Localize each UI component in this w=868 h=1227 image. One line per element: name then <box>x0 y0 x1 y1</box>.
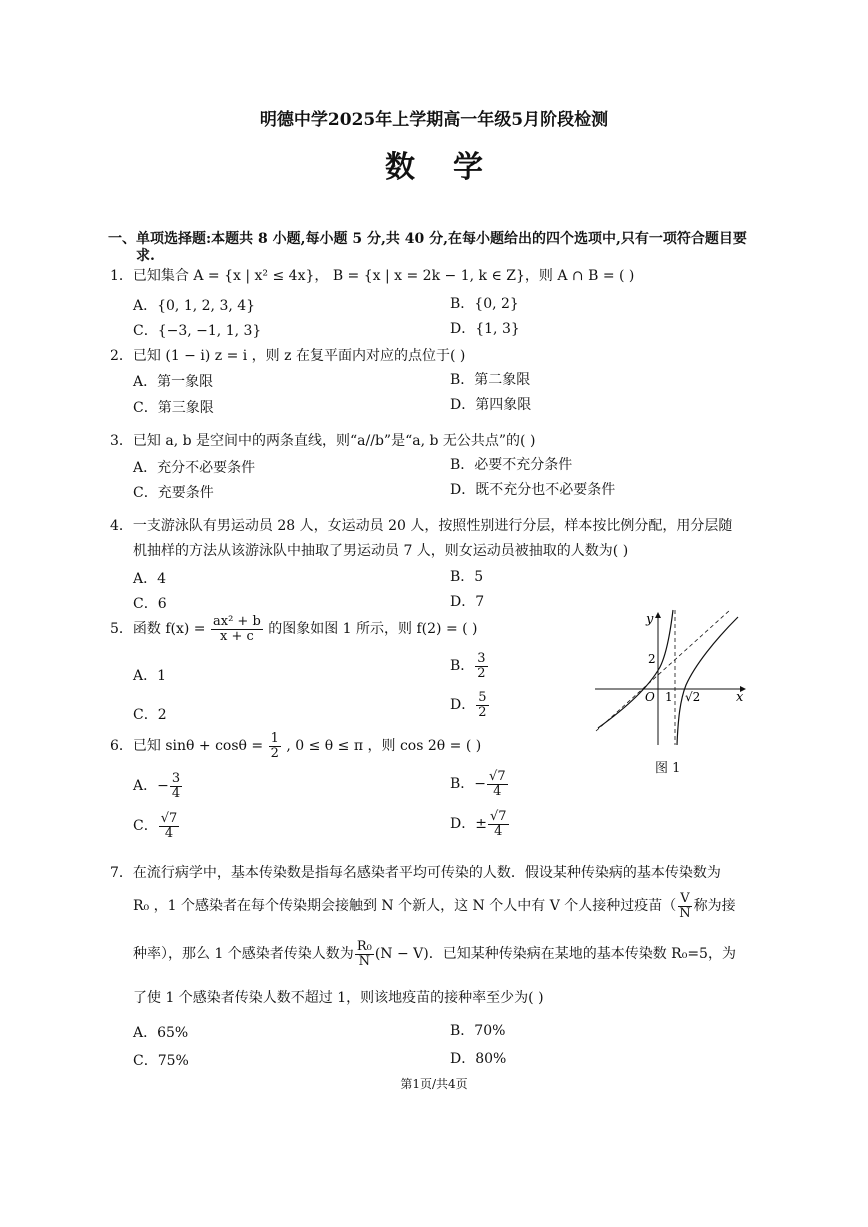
question-4-option-a: A．4 <box>133 571 167 587</box>
question-4-line-2: 机抽样的方法从该游泳队中抽取了男运动员 7 人，则女运动员被抽取的人数为( ) <box>133 543 629 559</box>
tick-one-label: 1 <box>665 690 673 704</box>
origin-label: O <box>645 690 655 704</box>
question-5-fraction <box>211 615 263 643</box>
question-5-frac-num: ax² + b <box>213 614 261 629</box>
question-6-option-d: D．± $\frac{√7}{4}$ <box>450 809 507 839</box>
exam-title: 明德中学2025年上学期高一年级5月阶段检测 <box>259 110 609 130</box>
question-2-stem: 2．已知 (1 − i) z = i ，则 z 在复平面内对应的点位于( ) <box>110 348 466 364</box>
question-4-line-1: 4．一支游泳队有男运动员 28 人，女运动员 20 人，按照性别进行分层，样本按比例分配，用分层随 <box>110 518 733 534</box>
question-1-option-b: B．{0, 2} <box>450 296 519 312</box>
question-7-option-c: C．75% <box>133 1053 189 1069</box>
curve-right-branch <box>677 617 738 745</box>
question-6-option-a: A．− $\frac{3}{4}$ <box>133 771 181 801</box>
question-3-option-d: D．既不充分也不必要条件 <box>450 482 616 498</box>
subject-title: 数学 <box>385 150 521 185</box>
question-7-line-2: R₀ ，1 个感染者在每个传染期会接触到 N 个新人，这 N 个人中有 V 个人接种过疫苗（ $\frac{V}{N}$ 称为接 <box>133 891 736 921</box>
question-5-frac-den: x + c <box>220 628 254 644</box>
question-6-option-b: B．− $\frac{√7}{4}$ <box>450 769 506 799</box>
question-3-stem: 3．已知 a, b 是空间中的两条直线，则“a//b”是“a, b 无公共点”的( ) <box>110 433 536 449</box>
oblique-asymptote <box>596 610 730 731</box>
curve-left-branch <box>598 610 673 728</box>
question-1-stem: 1．已知集合 A = {x | x² ≤ 4x}， B = {x | x = 2k − 1, k ∈ Z}，则 A ∩ B = ( ) <box>110 268 635 284</box>
question-7-line-3: 种率），那么 1 个感染者传染人数为 $\frac{\text{R₀}}{N}$ (N − V)．已知某种传染病在某地的基本传染数 R₀=5，为 <box>133 939 736 969</box>
question-1-option-a: A．{0, 1, 2, 3, 4} <box>133 298 256 314</box>
question-1-option-c: C．{−3, −1, 1, 3} <box>133 323 262 339</box>
question-7-option-a: A．65% <box>133 1025 189 1041</box>
question-7-line-1: 7．在流行病学中，基本传染数是指每名感染者平均可传染的人数．假设某种传染病的基本传染数为 <box>110 865 721 881</box>
question-5-prefix: 5．函数 f(x) = <box>110 621 206 638</box>
question-4-option-b: B．5 <box>450 569 484 585</box>
y-axis-label: y <box>646 612 654 627</box>
question-6-option-c: C． $\frac{√7}{4}$ <box>133 811 178 841</box>
question-5-option-d: D． $\frac{5}{2}$ <box>450 690 487 720</box>
question-5-option-b: B． $\frac{3}{2}$ <box>450 651 486 681</box>
question-7-option-d: D．80% <box>450 1051 507 1067</box>
section-heading: 一、单项选择题:本题共 8 小题,每小题 5 分,共 40 分,在每小题给出的四个选项中,只有一项符合题目要 <box>108 231 747 247</box>
figure-1-caption: 图 1 <box>655 761 681 776</box>
question-5-option-c: C．2 <box>133 707 167 723</box>
question-4-option-d: D．7 <box>450 594 485 610</box>
question-2-option-d: D．第四象限 <box>450 397 532 413</box>
x-axis-label: x <box>736 690 744 705</box>
question-4-option-c: C．6 <box>133 596 167 612</box>
question-3-option-a: A．充分不必要条件 <box>133 460 256 476</box>
section-heading-cont: 求. <box>136 248 155 264</box>
tick-sqrt2-label: √2 <box>685 690 701 704</box>
question-5-option-a: A．1 <box>133 668 167 684</box>
question-7-line-4: 了使 1 个感染者传染人数不超过 1，则该地疫苗的接种率至少为( ) <box>133 990 544 1006</box>
question-2-option-c: C．第三象限 <box>133 400 214 416</box>
figure-1-graph <box>590 605 750 750</box>
question-7-option-b: B．70% <box>450 1023 506 1039</box>
question-3-option-b: B．必要不充分条件 <box>450 457 573 473</box>
question-2-option-a: A．第一象限 <box>133 374 214 390</box>
question-3-option-c: C．充要条件 <box>133 485 214 501</box>
question-1-option-d: D．{1, 3} <box>450 321 520 337</box>
question-6-stem: 6．已知 sinθ + cosθ = $\frac{1}{2}$ , 0 ≤ θ ≤ π ，则 cos 2θ = ( ) <box>110 731 482 761</box>
tick-two-label: 2 <box>648 652 656 666</box>
question-2-option-b: B．第二象限 <box>450 372 531 388</box>
question-5-suffix: 的图象如图 1 所示，则 f(2) = ( ) <box>268 621 478 638</box>
question-5-stem <box>110 615 478 643</box>
page-footer: 第1页/共4页 <box>400 1077 468 1091</box>
